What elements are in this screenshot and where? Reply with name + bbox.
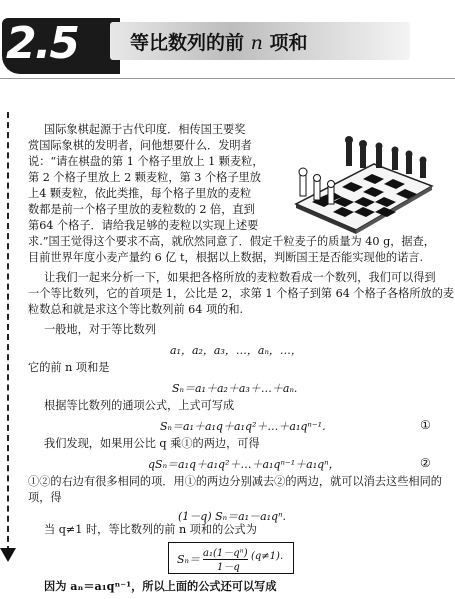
sum-definition: Sₙ＝a₁＋a₂＋a₃＋…＋aₙ. xyxy=(172,382,298,395)
paragraph-line: 国际象棋起源于古代印度．相传国王要奖 xyxy=(44,123,246,136)
paragraph-line: 一个等比数列，它的首项是 1，公比是 2，求第 1 个格子到第 64 个格子各格所放的麦 xyxy=(28,287,455,300)
section-title: 等比数列的前 n 项和 xyxy=(130,32,308,54)
paragraph-line: 赏国际象棋的发明者，问他想要什么．发明者 xyxy=(28,139,252,152)
paragraph-line: 项，得 xyxy=(28,491,62,504)
paragraph-line: 因为 aₙ＝a₁qⁿ⁻¹，所以上面的公式还可以写成 xyxy=(44,579,277,593)
equation-3: (1－q) Sₙ＝a₁－a₁qⁿ. xyxy=(178,510,287,523)
paragraph-line: 上4 颗麦粒，依此类推，每个格子里放的麦粒 xyxy=(28,187,252,200)
equation-1-number: ① xyxy=(420,418,431,432)
sequence-expression: a₁，a₂，a₃，…，aₙ，…， xyxy=(170,344,302,357)
formula-lhs: Sₙ＝ xyxy=(177,553,200,566)
header-rule xyxy=(0,78,455,79)
section-number: 2.5 xyxy=(6,18,78,69)
section-header xyxy=(0,0,455,80)
paragraph-line: 求.”国王觉得这个要求不高，就欣然同意了．假定千粒麦子的质量为 40 g，据查， xyxy=(28,235,435,248)
paragraph-line: 它的前 n 项和是 xyxy=(28,361,110,374)
equation-1: Sₙ＝a₁＋a₁q＋a₁q²＋…＋a₁qⁿ⁻¹. xyxy=(160,420,326,433)
formula-numerator: a₁(1－qⁿ) xyxy=(203,544,248,560)
paragraph-line: 我们发现，如果用公比 q 乘①的两边，可得 xyxy=(44,437,260,450)
equation-2-number: ② xyxy=(420,456,431,470)
down-arrow-icon xyxy=(0,548,16,562)
paragraph-line: 根据等比数列的通项公式，上式可写成 xyxy=(44,399,235,412)
paragraph-line: 数都是前一个格子里放的麦粒数的 2 倍，直到 xyxy=(28,203,255,216)
paragraph-line: 一般地，对于等比数列 xyxy=(44,323,156,336)
paragraph-line: 让我们一起来分析一下，如果把各格所放的麦粒数看成一个数列，我们可以得到 xyxy=(44,271,436,284)
paragraph-line: 当 q≠1 时，等比数列的前 n 项和的公式为 xyxy=(44,523,257,536)
paragraph-line: 粒数总和就是求这个等比数列前 64 项的和. xyxy=(28,303,244,316)
equation-2: qSₙ＝a₁q＋a₁q²＋…＋a₁qⁿ⁻¹＋a₁qⁿ， xyxy=(148,458,340,471)
sum-formula-box xyxy=(168,542,294,574)
paragraph-line: 第64 个格子．请给我足够的麦粒以实现上述要 xyxy=(28,219,259,232)
paragraph-line: 目前世界年度小麦产量约 6 亿 t，根据以上数据，判断国王是否能实现他的诺言. xyxy=(28,251,424,264)
paragraph-line: 说：“请在棋盘的第 1 个格子里放上 1 颗麦粒， xyxy=(28,155,264,168)
chessboard-illustration xyxy=(286,134,436,234)
paragraph-line: ①②的右边有很多相同的项．用①的两边分别减去②的两边，就可以消去这些相同的 xyxy=(28,475,442,488)
paragraph-line: 第 2 个格子里放上 2 颗麦粒，第 3 个格子里放 xyxy=(28,171,261,184)
formula-condition: (q≠1). xyxy=(251,551,284,562)
formula-denominator: 1－q xyxy=(217,562,240,573)
margin-dashed-line xyxy=(7,112,9,552)
